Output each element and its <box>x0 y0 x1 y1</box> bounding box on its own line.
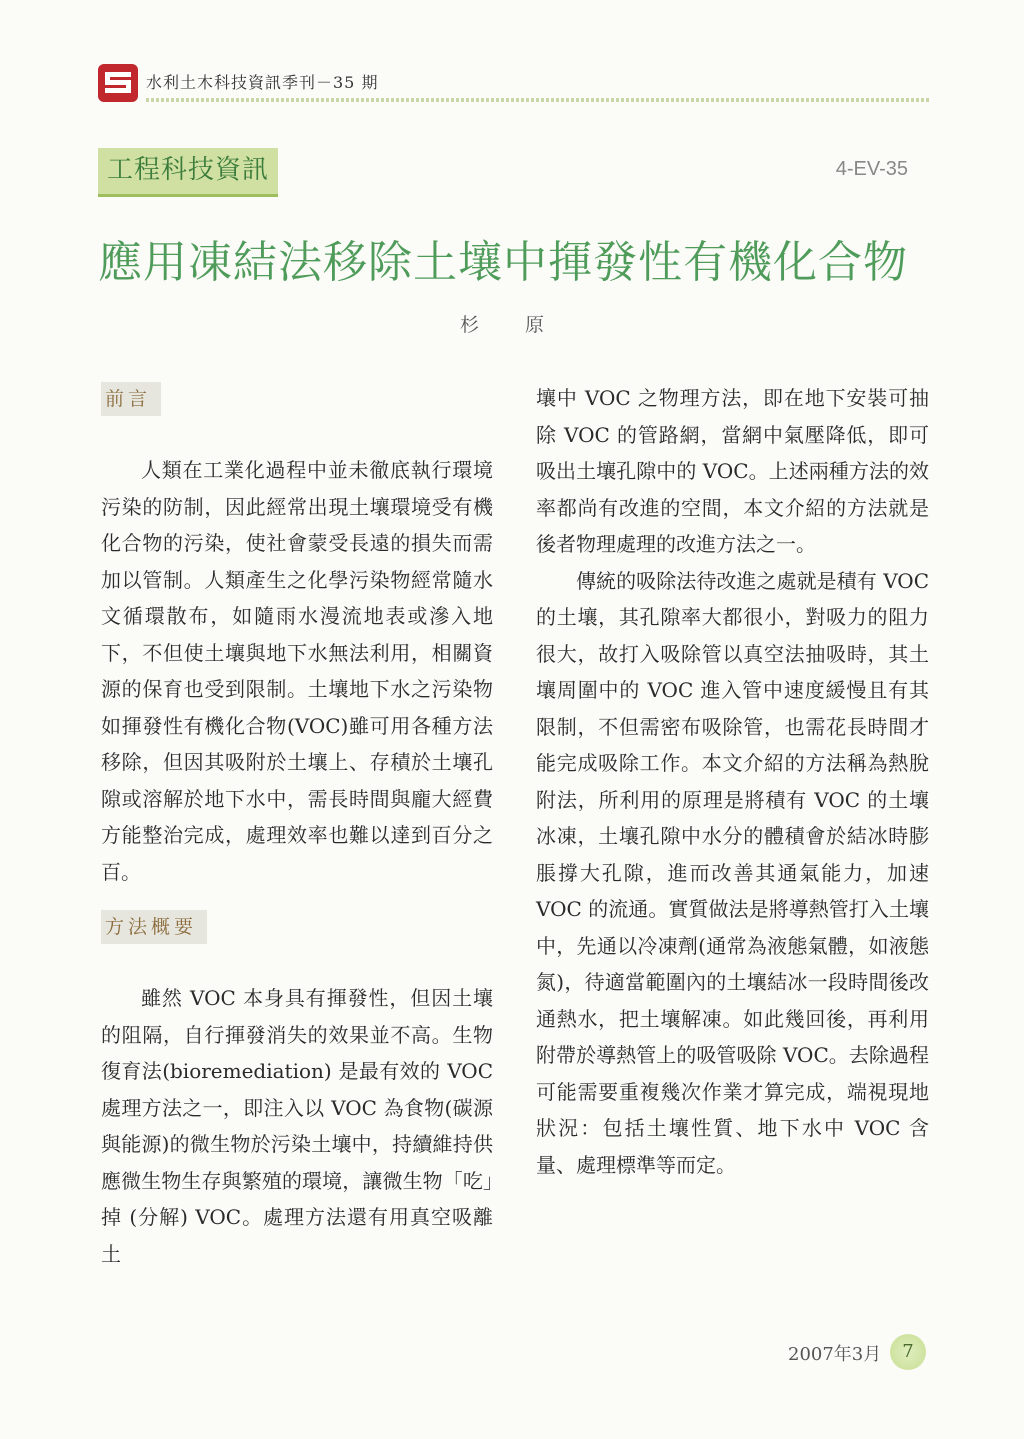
page-header <box>98 64 930 104</box>
heading-method-overview: 方法概要 <box>101 910 207 944</box>
paragraph: 壤中 VOC 之物理方法，即在地下安裝可抽除 VOC 的管路網，當網中氣壓降低，即可吸出土壤孔隙中的 VOC。上述兩種方法的效率都尚有改進的空間，本文介紹的方法就是後者物理處理的改進方法之一。 <box>536 386 929 556</box>
left-column <box>101 380 493 1272</box>
section-tag: 工程科技資訊 <box>98 148 278 197</box>
paragraph: 傳統的吸除法待改進之處就是積有 VOC 的土壤，其孔隙率大都很小，對吸力的阻力很大，故打入吸除管以真空法抽吸時，其土壤周圍中的 VOC 進入管中速度緩慢且有其限制，不但需密布吸除管，也需花長時間才能完成吸除工作。本文介紹的方法稱為熱脫附法，所利用的原理是將積有 VOC 的土壤冰凍，土壤孔隙中水分的體積會於結冰時膨脹撐大孔隙，進而改善其通氣能力，加速 VOC 的流通。實質做法是將導熱管打入土壤中，先通以冷凍劑(通常為液態氣體，如液態氮)，待適當範圍內的土壤結冰一段時間後改通熱水，把土壤解凍。如此幾回後，再利用附帶於導熱管上的吸管吸除 VOC。去除過程可能需要重複幾次作業才算完成，端視現地狀況：包括土壤性質、地下水中 VOC 含量、處理標準等而定。 <box>536 568 929 1177</box>
paragraph: 人類在工業化過程中並未徹底執行環境污染的防制，因此經常出現土壤環境受有機化合物的污染，使社會蒙受長遠的損失而需加以管制。人類產生之化學污染物經常隨水文循環散布，如隨雨水漫流地表或滲入地下，不但使土壤與地下水無法利用，相關資源的保育也受到限制。土壤地下水之污染物如揮發性有機化合物(VOC)雖可用各種方法移除，但因其吸附於土壤上、存積於土壤孔隙或溶解於地下水中，需長時間與龐大經費方能整治完成，處理效率也難以達到百分之百。 <box>101 458 493 884</box>
issue-date: 2007年3月 <box>788 1344 882 1365</box>
page-number: 7 <box>890 1334 926 1370</box>
journal-logo-icon <box>98 64 138 102</box>
header-divider <box>146 98 930 102</box>
article-code: 4-EV-35 <box>835 158 908 180</box>
paragraph: 雖然 VOC 本身具有揮發性，但因土壤的阻隔，自行揮發消失的效果並不高。生物復育法(bioremediation) 是最有效的 VOC 處理方法之一，即注入以 VOC 為食物(碳源與能源)的微生物於污染土壤中，持續維持供應微生物生存與繁殖的環境，讓微生物「吃」掉 (分解) VOC。處理方法還有用真空吸離土 <box>101 986 493 1266</box>
heading-introduction: 前言 <box>101 382 161 416</box>
article-title: 應用凍結法移除土壤中揮發性有機化合物 <box>98 237 908 288</box>
journal-title: 水利土木科技資訊季刊－35 期 <box>146 73 379 92</box>
author: 杉 原 <box>459 314 565 336</box>
right-column <box>536 380 929 1183</box>
